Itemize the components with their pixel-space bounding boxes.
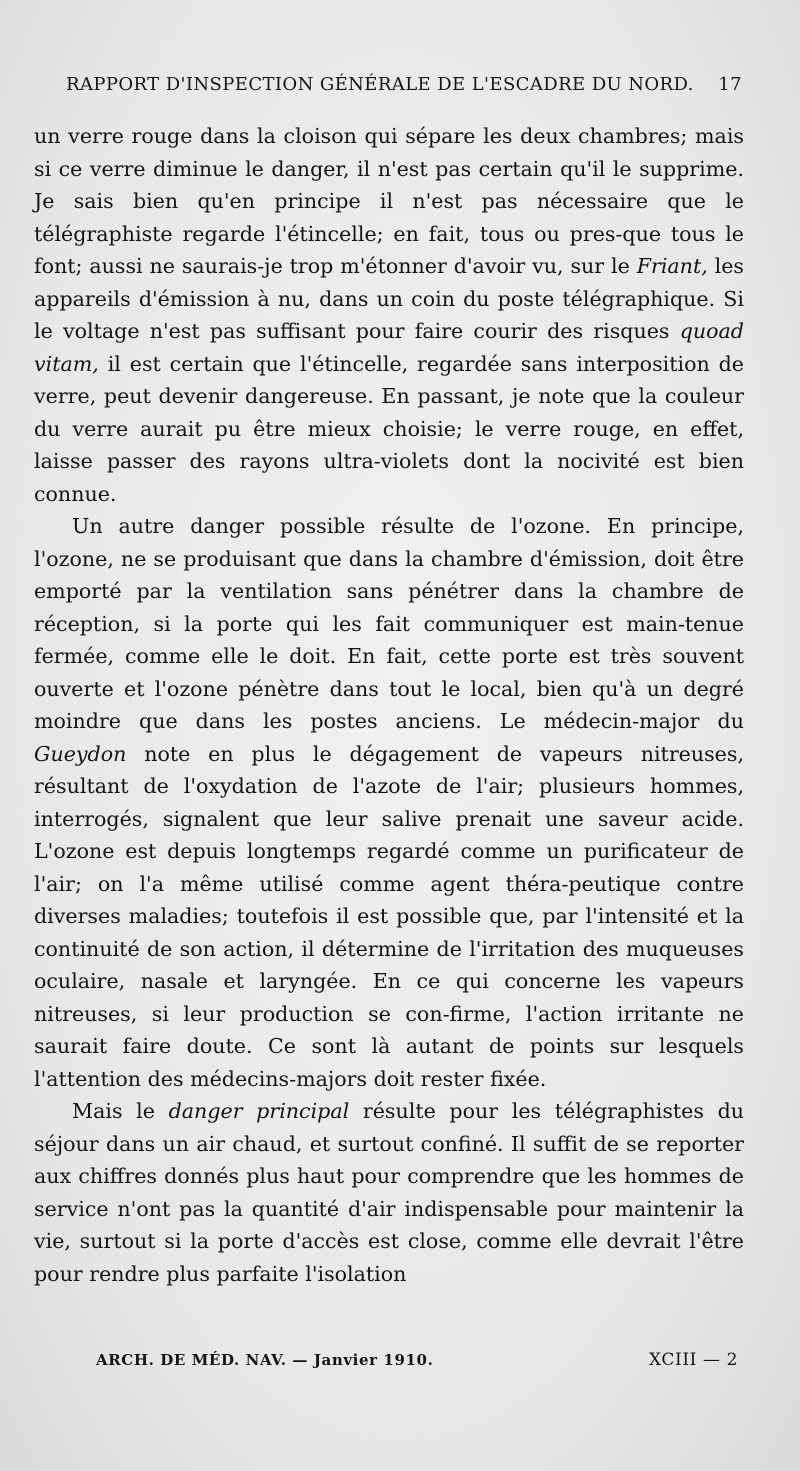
paragraph-1-text-a: un verre rouge dans la cloison qui sépare les deux chambres; mais si ce verre diminue le danger, il n'est pas certain qu'il le supprime. Je sais bien qu'en principe il n'est pas nécessaire que le télégraphiste regarde l'étincelle; en fait, tous ou pres-que tous le font; aussi ne saurais-je trop m'étonner d'avoir vu, sur le xyxy=(34,124,744,278)
running-title: RAPPORT D'INSPECTION GÉNÉRALE DE L'ESCADRE DU NORD. xyxy=(66,74,694,95)
paragraph-1-text-b: les appareils d'émission à nu, dans un coin du poste télégraphique. Si le voltage n'est pas suffisant pour faire courir des risques xyxy=(34,254,744,343)
paragraph-3-text-a: Mais le xyxy=(72,1099,169,1123)
running-header xyxy=(66,74,742,95)
latin-phrase: quoad vitam, xyxy=(34,319,744,376)
journal-reference: ARCH. DE MÉD. NAV. — Janvier 1910. xyxy=(96,1351,434,1369)
paragraph-2-text-b: note en plus le dégagement de vapeurs nitreuses, résultant de l'oxydation de l'azote de l'air; plusieurs hommes, interrogés, signalent que leur salive prenait une saveur acide. L'ozone est depuis longtemps regardé comme un purificateur de l'air; on l'a même utilisé comme agent théra-peutique contre diverses maladies; toutefois il est possible que, par l'intensité et la continuité de son action, il détermine de l'irritation des muqueuses oculaire, nasale et laryngée. En ce qui concerne les vapeurs nitreuses, si leur production se con-firme, l'action irritante ne saurait faire doute. Ce sont là autant de points sur lesquels l'attention des médecins-majors doit rester fixée. xyxy=(34,741,744,1091)
paragraph-2-text-a: Un autre danger possible résulte de l'ozone. En principe, l'ozone, ne se produisant que dans la chambre d'émission, doit être emporté par la ventilation sans pénétrer dans la chambre de réception, si la porte qui les fait communiquer est main-tenue fermée, comme elle le doit. En fait, cette porte est très souvent ouverte et l'ozone pénètre dans tout le local, bien qu'à un degré moindre que dans les postes anciens. Le médecin-major du xyxy=(34,514,744,733)
paragraph-2 xyxy=(34,510,744,1095)
emphasis-danger-principal: danger principal xyxy=(168,1099,350,1123)
ship-name-gueydon: Gueydon xyxy=(34,741,127,766)
signature-mark: XCIII — 2 xyxy=(649,1350,738,1370)
body-text xyxy=(34,120,744,1290)
paragraph-1-text-c: il est certain que l'étincelle, regardée sans interposition de verre, peut devenir dangereuse. En passant, je note que la couleur du verre aurait pu être mieux choisie; le verre rouge, en effet, laisse passer des rayons ultra-violets dont la nocivité est bien connue. xyxy=(34,351,744,506)
paragraph-3-text-b: résulte pour les télégraphistes du séjour dans un air chaud, et surtout confiné. Il suffit de se reporter aux chiffres donnés plus haut pour comprendre que les hommes de service n'ont pas la quantité d'air indispensable pour maintenir la vie, surtout si la porte d'accès est close, comme elle devrait l'être pour rendre plus parfaite l'isolation xyxy=(34,1099,745,1286)
paragraph-3 xyxy=(34,1095,744,1290)
ship-name-friant: Friant, xyxy=(636,254,708,278)
page-footer xyxy=(96,1350,738,1370)
page-number: 17 xyxy=(718,74,742,95)
paragraph-1 xyxy=(34,120,744,510)
